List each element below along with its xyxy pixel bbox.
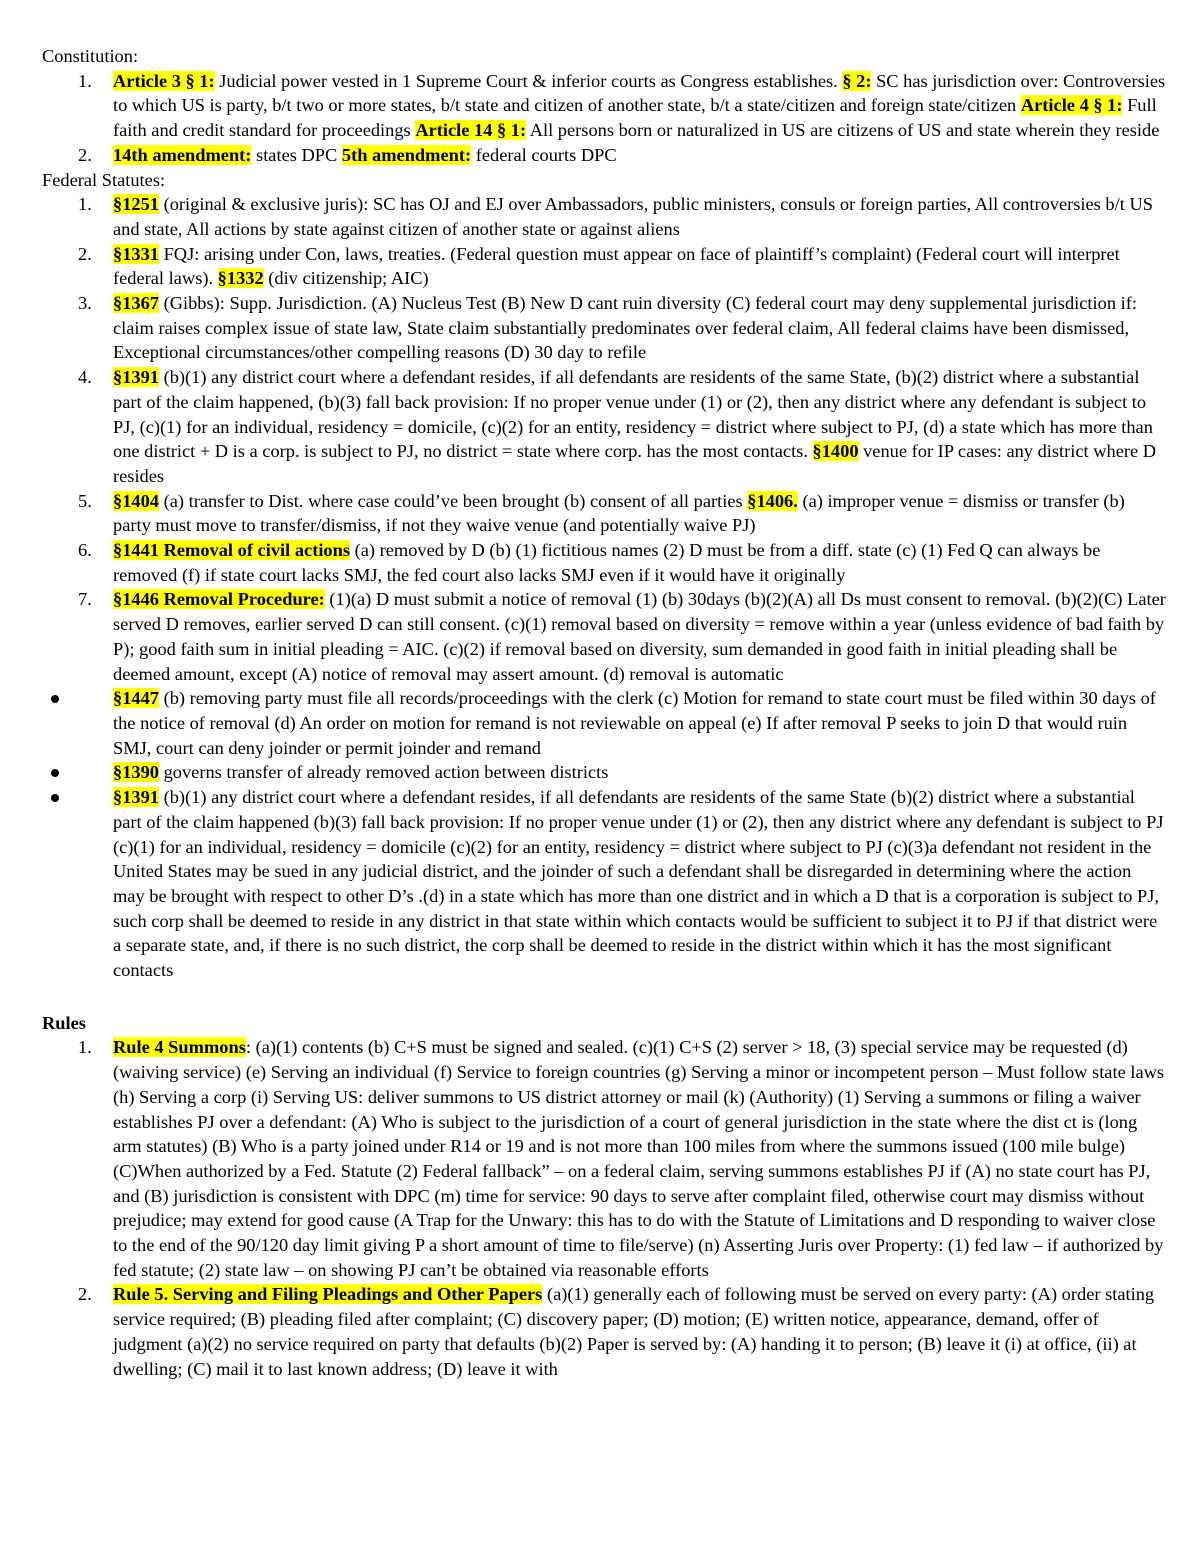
- item-text: (b)(1) any district court where a defendant resides, if all defendants are residents of the same State, (b)(2) district where a substantial part of the claim happened, (b)(3) fall back provision: If no proper venue under (1) or (2), then any district where any defendant is subject to PJ, (c)(1) for an individual, residency = domicile, (c)(2) for an entity, residency = district where subject to PJ, (d) a state which has more than one district + D is a corp. is subject to PJ, no district = state where corp. has the most contacts.: [113, 367, 1153, 462]
- item-number: 1.: [78, 1037, 92, 1058]
- rules-list: [42, 1035, 1166, 1381]
- highlighted-term: Rule 5. Serving and Filing Pleadings and Other Papers: [113, 1284, 543, 1305]
- highlighted-term: §1441 Removal of civil actions: [113, 540, 351, 561]
- item-number: 1.: [78, 70, 92, 91]
- list-item: [42, 242, 1166, 291]
- item-text: federal courts DPC: [471, 144, 617, 165]
- highlighted-term: §1390: [113, 762, 159, 783]
- highlighted-term: Rule 4 Summons: [113, 1037, 246, 1058]
- item-text: (a)(1) generally each of following must be served on every party: (A) order stating service required; (B) pleading filed after complaint; (C) discovery paper; (D) motion; (E) written notice, appearance, demand, offer of judgment (a)(2) no service required on party that defaults (b)(2) Paper is served by: (A) handing it to person; (B) leave it (i) at office, (ii) at dwelling; (C) mail it to last known address; (D) leave it with: [113, 1284, 1155, 1379]
- highlighted-term: §1400: [812, 441, 859, 462]
- list-item: [42, 587, 1166, 686]
- highlighted-term: §1391: [113, 367, 159, 388]
- rules-heading: Rules: [42, 1012, 86, 1033]
- item-text: Full faith and credit standard for proceedings: [113, 95, 1157, 141]
- highlighted-term: 5th amendment:: [341, 144, 472, 165]
- item-number: 4.: [78, 367, 92, 388]
- item-text: (a) improper venue = dismiss or transfer (b) party must move to transfer/dismiss, if not they waive venue (and potentially waive PJ): [113, 490, 1125, 536]
- item-number: 6.: [78, 540, 92, 561]
- item-text: All persons born or naturalized in US are citizens of US and state wherein they reside: [526, 120, 1160, 141]
- highlighted-term: §1447: [113, 688, 159, 709]
- item-text: venue for IP cases: any district where D resides: [113, 441, 1157, 486]
- list-item: [42, 489, 1166, 538]
- highlighted-term: 14th amendment:: [113, 144, 252, 165]
- highlighted-term: §1331: [113, 243, 159, 264]
- bullet-item: [42, 760, 1166, 785]
- highlighted-term: §1406.: [747, 490, 798, 511]
- item-text: SC has jurisdiction over: Controversies to which US is party, b/t two or more states, b/t state and citizen of another state, b/t a state/citizen and foreign state/citizen: [113, 70, 1166, 116]
- bullet-icon: [51, 794, 59, 802]
- item-text: (b)(1) any district court where a defendant resides, if all defendants are residents of the same State (b)(2) district where a substantial part of the claim happened (b)(3) fall back provision: If no proper venue under (1) or (2), then any district where any defendant is subject to PJ (c)(1) for an individual, residency = domicile (c)(2) for an entity, residency = district where subject to PJ (c)(3)a defendant not resident in the United States may be sued in any judicial district, and the joinder of such a defendant shall be disregarded in determining where the action may be brought with respect to other D’s .(d) in a state which has more than one district and in which a D that is a corporation is subject to PJ, such corp shall be deemed to reside in any district in that state within which contacts would be sufficient to subject it to PJ if that district were a separate state, and, if there is no such district, the corp shall be deemed to reside in the district within which it has the most significant contacts: [113, 787, 1164, 981]
- item-text: (1)(a) D must submit a notice of removal (1) (b) 30days (b)(2)(A) all Ds must consent to removal. (b)(2)(C) Later served D removes, earlier served D can still consent. (c)(1) removal based on diversity = remove within a year (unless evidence of bad faith by P); good faith sum in initial pleading = AIC. (c)(2) if removal based on diversity, sum demanded in good faith in initial pleading shall be deemed amount, except (A) notice of removal may assert amount. (d) removal is automatic: [113, 589, 1166, 684]
- item-text: FQJ: arising under Con, laws, treaties. (Federal question must appear on face of plaintiff’s complaint) (Federal court will interpret federal laws).: [113, 243, 1120, 289]
- item-number: 2.: [78, 144, 92, 165]
- item-number: 3.: [78, 293, 92, 314]
- item-text: (a) transfer to Dist. where case could’ve been brought (b) consent of all parties: [158, 490, 748, 511]
- item-text: states DPC: [251, 144, 342, 165]
- item-number: 2.: [78, 1284, 92, 1305]
- item-number: 5.: [78, 490, 92, 511]
- highlighted-term: Article 14 § 1:: [415, 120, 527, 141]
- constitution-list: [42, 69, 1166, 168]
- item-text: (Gibbs): Supp. Jurisdiction. (A) Nucleus Test (B) New D cant ruin diversity (C) federal court may deny supplemental jurisdiction if: claim raises complex issue of state law, State claim substantially predominates over federal claim, All federal claims have been dismissed, Exceptional circumstances/other compelling reasons (D) 30 day to refile: [113, 293, 1137, 363]
- bullet-icon: [51, 769, 59, 777]
- item-text: (a) removed by D (b) (1) fictitious names (2) D must be from a diff. state (c) (1) Fed Q can always be removed (f) if state court lacks SMJ, the fed court also lacks SMJ even if it would have it originally: [113, 540, 1101, 585]
- list-item: [42, 538, 1166, 587]
- list-item: [42, 192, 1166, 241]
- item-text: (b) removing party must file all records/proceedings with the clerk (c) Motion for remand to state court must be filed within 30 days of the notice of removal (d) An order on motion for remand is not reviewable on appeal (e) If after removal P seeks to join D that would ruin SMJ, court can deny joinder or permit joinder and remand: [113, 688, 1156, 758]
- bullet-item: [42, 686, 1166, 760]
- federal-statutes-list: [42, 192, 1166, 983]
- constitution-heading: Constitution:: [42, 46, 139, 66]
- list-item: [42, 291, 1166, 365]
- highlighted-term: § 2:: [842, 70, 872, 91]
- item-number: 1.: [78, 194, 92, 215]
- item-text: (original & exclusive juris): SC has OJ and EJ over Ambassadors, public ministers, consuls or foreign parties, All controversies b/t US and state, All actions by state against citizen of another state or against aliens: [113, 194, 1153, 239]
- federal-statutes-heading: Federal Statutes:: [42, 169, 166, 190]
- item-text: governs transfer of already removed action between districts: [158, 762, 609, 783]
- list-item: [42, 1035, 1166, 1282]
- highlighted-term: Article 4 § 1:: [1020, 95, 1123, 116]
- bullet-icon: [51, 695, 59, 703]
- highlighted-term: Article 3 § 1:: [113, 70, 215, 91]
- item-number: 2.: [78, 243, 92, 264]
- list-item: [42, 143, 1166, 168]
- highlighted-term: §1391: [113, 787, 159, 808]
- highlighted-term: §1367: [113, 293, 159, 314]
- highlighted-term: §1332: [217, 268, 264, 289]
- list-item: [42, 365, 1166, 489]
- highlighted-term: §1404: [113, 490, 159, 511]
- highlighted-term: §1251: [113, 194, 159, 215]
- bullet-item: [42, 785, 1166, 983]
- list-item: [42, 1282, 1166, 1381]
- item-text: : (a)(1) contents (b) C+S must be signed and sealed. (c)(1) C+S (2) server > 18, (3) special service may be requested (d) (waiving service) (e) Serving an individual (f) Service to foreign countries (g) Serving a minor or incompetent person – Must follow state laws (h) Serving a corp (i) Serving US: deliver summons to US district attorney or mail (k) (Authority) (1) Serving a summons or filing a waiver establishes PJ over a defendant: (A) Who is subject to the jurisdiction of a court of general jurisdiction in the state where the dist ct is (long arm statutes) (B) Who is a party joined under R14 or 19 and is not more than 100 miles from where the summons issued (100 mile bulge) (C)When authorized by a Fed. Statute (2) Federal fallback” – on a federal claim, serving summons establishes PJ if (A) no state court has PJ, and (B) jurisdiction is consistent with DPC (m) time for service: 90 days to serve after complaint filed, otherwise court may dismiss without prejudice; may extend for good cause (A Trap for the Unwary: this has to do with the Statute of Limitations and D responding to waiver close to the end of the 90/120 day limit giving P a short amount of time to file/serve) (n) Asserting Juris over Property: (1) fed law – if authorized by fed statute; (2) state law – on showing PJ can’t be obtained via reasonable efforts: [113, 1037, 1165, 1280]
- item-text: (div citizenship; AIC): [263, 268, 429, 289]
- spacer: [42, 983, 1166, 1011]
- list-item: [42, 69, 1166, 143]
- item-text: Judicial power vested in 1 Supreme Court & inferior courts as Congress establishes.: [214, 70, 843, 91]
- document-page: [42, 44, 1166, 1381]
- item-number: 7.: [78, 589, 92, 610]
- highlighted-term: §1446 Removal Procedure:: [113, 589, 325, 610]
